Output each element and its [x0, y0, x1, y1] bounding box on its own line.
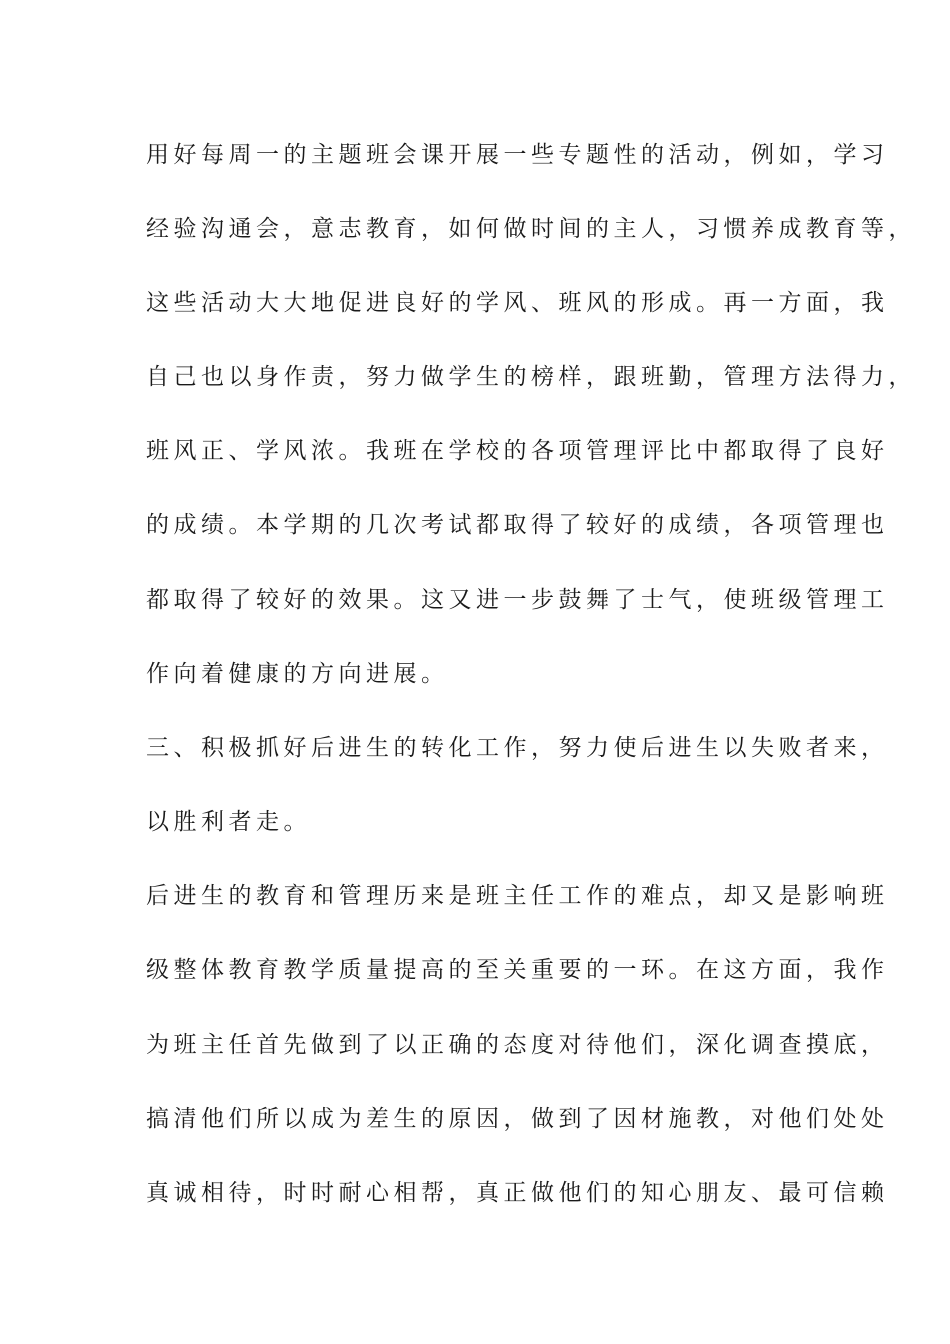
text-line: 都取得了较好的效果。这又进一步鼓舞了士气，使班级管理工 [146, 587, 889, 613]
text-line: 自己也以身作责，努力做学生的榜样，跟班勤，管理方法得力， [146, 364, 916, 390]
text-line: 为班主任首先做到了以正确的态度对待他们，深化调查摸底， [146, 1032, 889, 1058]
text-line: 作向着健康的方向进展。 [146, 661, 449, 687]
text-line: 后进生的教育和管理历来是班主任工作的难点，却又是影响班 [146, 883, 889, 909]
section-heading: 以胜利者走。 [146, 809, 311, 835]
text-line: 的成绩。本学期的几次考试都取得了较好的成绩，各项管理也 [146, 512, 889, 538]
text-line: 搞清他们所以成为差生的原因，做到了因材施教，对他们处处 [146, 1106, 889, 1132]
text-line: 用好每周一的主题班会课开展一些专题性的活动，例如，学习 [146, 142, 889, 168]
text-line: 真诚相待，时时耐心相帮，真正做他们的知心朋友、最可信赖 [146, 1180, 889, 1206]
text-line: 班风正、学风浓。我班在学校的各项管理评比中都取得了良好 [146, 438, 889, 464]
text-line: 这些活动大大地促进良好的学风、班风的形成。再一方面，我 [146, 290, 889, 316]
text-line: 经验沟通会，意志教育，如何做时间的主人，习惯养成教育等， [146, 216, 916, 242]
section-heading: 三、积极抓好后进生的转化工作，努力使后进生以失败者来， [146, 735, 889, 761]
text-line: 级整体教育教学质量提高的至关重要的一环。在这方面，我作 [146, 957, 889, 983]
